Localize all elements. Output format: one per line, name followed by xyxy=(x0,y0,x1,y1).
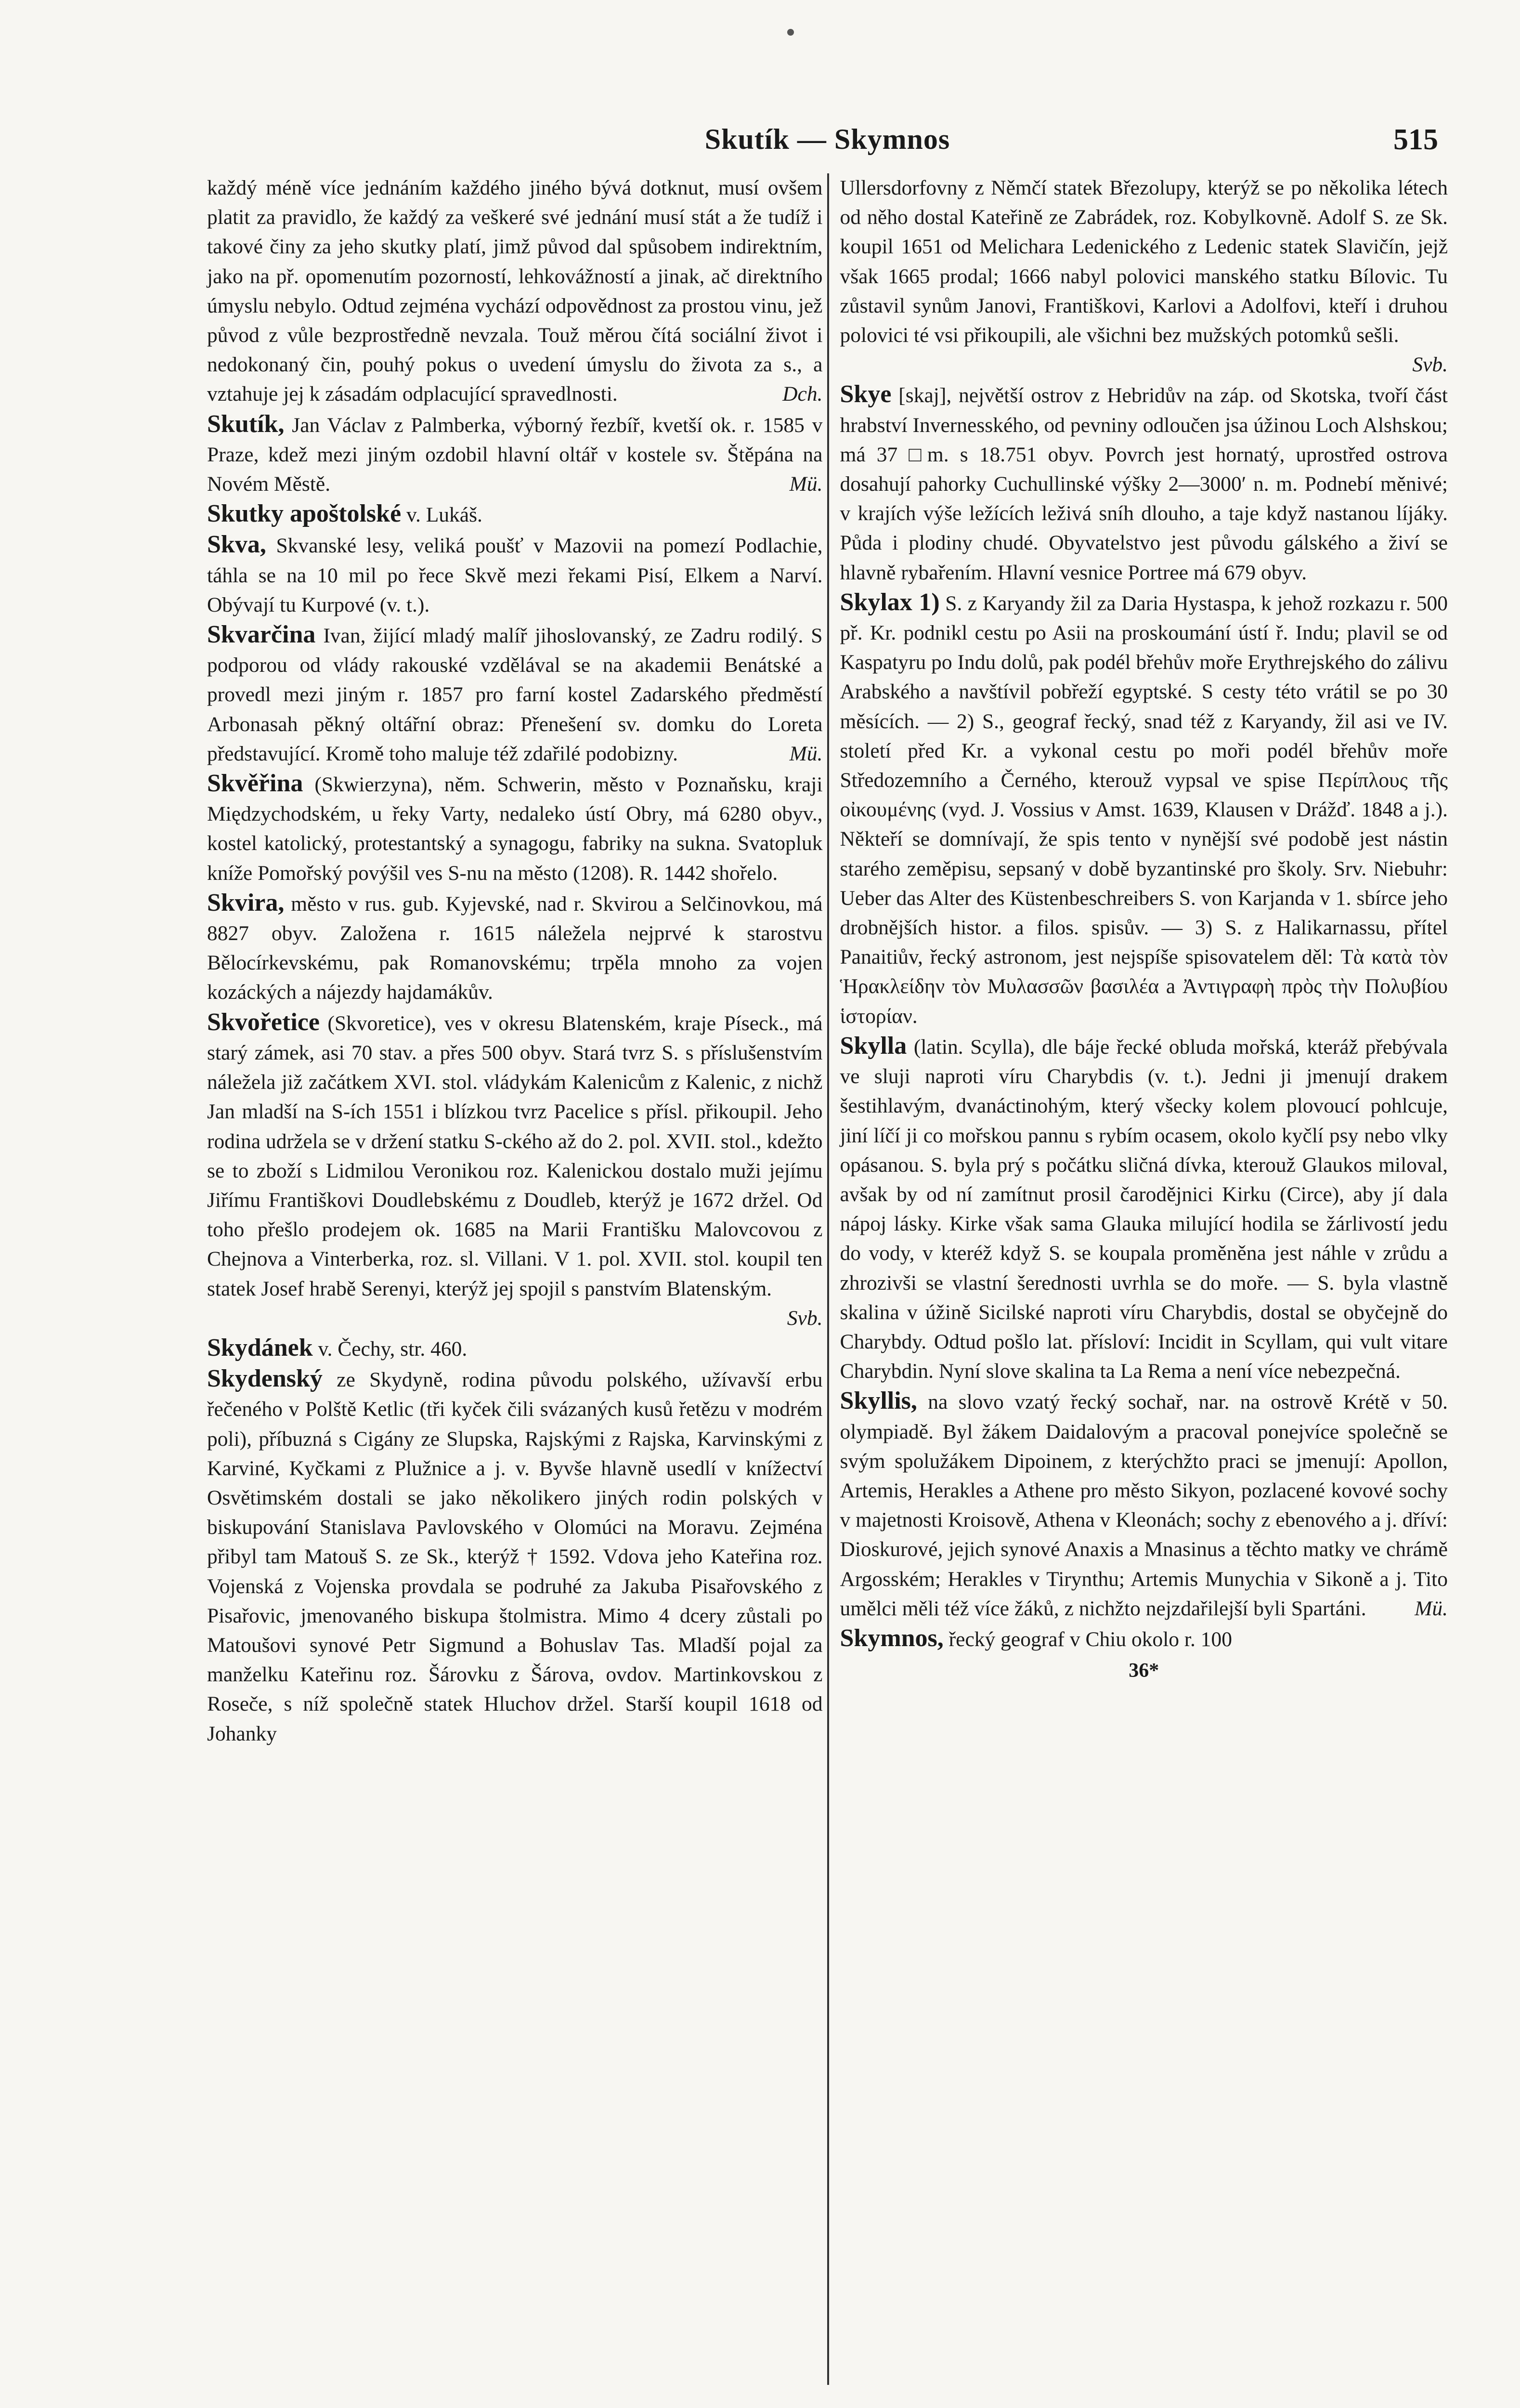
dictionary-entry xyxy=(207,888,822,1008)
running-head: Skutík — Skymnos xyxy=(704,123,950,155)
entry-headword: Skvira, xyxy=(207,889,285,916)
entry-headword: Skvarčina xyxy=(207,621,316,649)
entry-headword: Skutík, xyxy=(207,410,285,438)
entry-text: Ivan, žijící mladý malíř jihoslovanský, ze Zadru rodilý. S podporou od vlády rakouské vzdělával se na akademii Benátské a provedl mezi jiným r. 1857 pro farní kostel Zadarského předměstí Arbonasah pěkný oltářní obraz: Přenešení sv. domku do Loreta představující. Kromě toho maluje též zdařilé podobizny. xyxy=(207,624,823,765)
dictionary-entry xyxy=(207,620,822,769)
entry-headword: Skylax 1) xyxy=(840,588,940,616)
entry-text: Ullersdorfovny z Němčí statek Březolupy, kterýž se po několika létech od něho dostal Kateřině ze Zabrádek, roz. Kobylkovně. Adolf S. ze Sk. koupil 1651 od Melichara Ledenického z Ledenic statek Slavičín, jejž však 1665 prodal; 1666 nabyl polovici manského statku Bílovic. Tu zůstavil synům Janovi, Františkovi, Karlovi a Adolfovi, kteří i druhou polovici té vsi přikoupili, ale všichni bez mužských potomků sešli. xyxy=(840,176,1448,347)
entry-text: [skaj], největší ostrov z Hebridův na záp. od Skotska, tvoří část hrabství Invernesského, od pevniny odloučen jsa úžinou Loch Alshskou; má 37 □m. s 18.751 obyv. Povrch jest hornatý, uprostřed ostrova dosahují pahorky Cuchullinské výšky 2—3000′ n. m. Podnebí měnivé; v krajích výše ležících leživá sníh dlouho, a taje když nastanou líjáky. Půda i plodiny chudé. Obyvatelstvo jest původu gálského a živí se hlavně rybařením. Hlavní vesnice Portree má 679 obyv. xyxy=(840,384,1448,584)
entry-headword: Skymnos, xyxy=(840,1624,944,1652)
entry-headword: Skyllis, xyxy=(840,1387,917,1415)
entry-author: Svb. xyxy=(1412,353,1448,377)
entry-author: Mü. xyxy=(789,472,823,496)
entry-headword: Skye xyxy=(840,380,892,408)
entry-text: v. Lukáš. xyxy=(401,503,482,527)
entry-headword: Skva, xyxy=(207,531,266,559)
dictionary-entry xyxy=(840,1623,1448,1654)
dictionary-entry xyxy=(207,409,822,499)
right-column xyxy=(827,173,1448,2385)
entry-text: město v rus. gub. Kyjevské, nad r. Skvirou a Selčinovkou, má 8827 obyv. Založena r. 1615 náležela nejprvé k starostvu Bělocírkevskému, pak Romanovskému; trpěla mnoho za vojen kozáckých a nájezdy hajdamákův. xyxy=(207,892,823,1004)
entry-headword: Skylla xyxy=(840,1032,907,1060)
entry-headword: Skutky apoštolské xyxy=(207,500,402,528)
entry-headword: Skvěřina xyxy=(207,770,303,798)
entry-author: Mü. xyxy=(1415,1597,1448,1620)
entry-text: řecký geograf v Chiu okolo r. 100 xyxy=(943,1627,1233,1651)
dictionary-entry xyxy=(840,1386,1448,1623)
ink-dot xyxy=(787,29,794,36)
entry-text: S. z Karyandy žil za Daria Hystaspa, k jehož rozkazu r. 500 př. Kr. podnikl cestu po Asii na proskoumání ústí ř. Indu; plavil se od Kaspatyru po Indu dolů, pak podél břehův moře Erythrejského do zálivu Arabského a navštívil pobřeží egyptské. S cesty této vrátil se po 30 měsících. — 2) S., geograf řecký, snad též z Karyandy, žil asi ve IV. století před Kr. a vykonal cestu po moři podél břehův moře Středozemního a Černého, kterouž vypsal ve spise Περίπλους τῆς οἰκουμένης (vyd. J. Vossius v Amst. 1639, Klausen v Drážď. 1848 a j.). Někteří se domnívají, že spis tento v nynější své podobě jest nástin starého zeměpisu, sepsaný v době byzantinské pro školy. Srv. Niebuhr: Ueber das Alter des Küstenbeschreibers S. von Karjanda v 1. sbírce jeho drobnějších histor. a filos. spisův. — 3) S. z Halikarnassu, přítel Panaitiův, řecký astronom, jest nejspíše spisovatelem děl: Τὰ κατὰ τὸν Ἡρακλείδην τὸν Μυλασσῶν βασιλέα a Ἀντιγραφὴ πρὸς τὴν Πολυβίου ἱστορίαν. xyxy=(840,591,1448,1028)
entry-text: v. Čechy, str. 460. xyxy=(312,1337,468,1361)
two-column-body xyxy=(207,173,1448,2385)
entry-text: (Skvoretice), ves v okresu Blatenském, kraje Píseck., má starý zámek, asi 70 stav. a přes 500 obyv. Stará tvrz S. s příslušenstvím náležela již začátkem XVI. stol. vládykám Kalenicům z Kalenic, z nichž Jan mladší na S-ích 1551 i blízkou tvrz Pacelice s přísl. přikoupil. Jeho rodina udržela se v držení statku S-ckého až do 2. pol. XVII. stol., kdežto se to zboží s Lidmilou Veronikou roz. Kalenickou dostalo muži jejímu Jiřímu Františkovi Doudlebskému z Doudleb, kterýž je 1672 držel. Od toho přešlo prodejem ok. 1685 na Marii Františku Malovcovou z Chejnova a Vinterberka, roz. sl. Villani. V 1. pol. XVII. stol. koupil ten statek Josef hrabě Serenyi, kterýž jej spojil s panstvím Blatenským. xyxy=(207,1011,823,1300)
dictionary-entry xyxy=(840,588,1448,1031)
dictionary-entry xyxy=(207,1333,822,1364)
entry-text: (Skwierzyna), něm. Schwerin, město v Poznaňsku, kraji Międzychodském, u řeky Varty, nedaleko ústí Obry, má 6280 obyv., kostel katolický, protestantský a synagogu, fabriky na sukna. Svatopluk kníže Pomořský povýšil ves S-nu na město (1208). R. 1442 shořelo. xyxy=(207,773,823,885)
dictionary-entry xyxy=(207,530,822,620)
entry-author: Svb. xyxy=(787,1306,823,1330)
entry-headword: Skydenský xyxy=(207,1365,323,1393)
entry-text: ze Skydyně, rodina původu polského, užívavší erbu řečeného v Polště Ketlic (tři kyček čili svázaných kusů řetězu v modrém poli), příbuzná s Cigány ze Slupska, Rajskými z Rajska, Karvinskými z Karviné, Kyčkami z Plužnice a j. v. Byvše hlavně usedlí v knížectví Osvětimském dostali se jako několikero jiných rodin polských v biskupování Stanislava Pavlovského v Olomúci na Moravu. Zejména přibyl tam Matouš S. ze Sk., kterýž † 1592. Vdova jeho Kateřina roz. Vojenská z Vojenska provdala se podruhé za Jakuba Pisařovského z Pisařovic, jmenovaného biskupa štolmistra. Mimo 4 dcery zůstali po Matoušovi synové Petr Sigmund a Bohuslav Tas. Mladší pojal za manželku Kateřinu roz. Šárovku z Šárova, ovdov. Martinkovskou z Roseče, s níž společně statek Hluchov držel. Starší koupil 1618 od Johanky xyxy=(207,1368,823,1745)
entry-author: Mü. xyxy=(789,742,823,765)
entry-text: na slovo vzatý řecký sochař, nar. na ostrově Krétě v 50. olympiadě. Byl žákem Daidalovým a pracoval ponejvíce společně se svým spolužákem Dipoinem, z kterýchžto praci se jmenují: Apollon, Artemis, Herakles a Athene pro město Sikyon, pozlacené kovové sochy v majetnosti Kroisově, Athena v Kleonách; sochy z ebenového a j. dříví: Dioskurové, jejich synové Anaxis a Mnasinus a těchto matky ve chrámě Argosském; Herakles v Tirynthu; Artemis Munychia v Sikoně a j. Tito umělci měli též více žáků, z nichžto nejzdařilejší byli Spartáni. xyxy=(840,1390,1448,1620)
dictionary-entry xyxy=(840,173,1448,380)
entry-text: Skvanské lesy, veliká poušť v Mazovii na pomezí Podlachie, táhla se na 10 mil po řece Skvě mezi řekami Pisí, Elkem a Narví. Obývají tu Kurpové (v. t.). xyxy=(207,534,823,616)
entry-headword: Skydánek xyxy=(207,1334,313,1361)
signature-mark: 36* xyxy=(1129,1660,1159,1682)
dictionary-entry xyxy=(207,1008,822,1333)
entry-text: (latin. Scylla), dle báje řecké obluda mořská, kteráž přebývala ve sluji naproti víru Charybdis (v. t.). Jedni ji jmenují drakem šestihlavým, dvanáctinohým, který všecky kolem plovoucí pohlcuje, jiní líčí ji co mořskou pannu s rybím ocasem, okolo kyčlí psy nebo vlky opásanou. S. byla prý s počátku sličná dívka, kterouž Glaukos miloval, avšak by od ní zamítnut prosil čarodějnici Kirku (Circe), aby jí dala nápoj lásky. Kirke však sama Glauka milující hodila se žárlivostí jedu do vody, v kteréž když S. se koupala proměněna jest náhle v zrůdu a zhrozivši se vlastní šerednosti uvrhla se do moře. — S. byla vlastně skalina v úžině Sicilské naproti víru Charybdis, dostal se obyčejně do Charybdy. Odtud pošlo lat. přísloví: Incidit in Scyllam, qui vult vitare Charybdin. Nyní slove skalina ta La Rema a není více nebezpečná. xyxy=(840,1035,1448,1383)
dictionary-entry xyxy=(207,173,822,409)
page-header xyxy=(207,123,1448,161)
dictionary-entry xyxy=(840,380,1448,587)
entry-headword: Skvořetice xyxy=(207,1008,320,1036)
dictionary-entry xyxy=(207,769,822,888)
entry-text: každý méně více jednáním každého jiného bývá dotknut, musí ovšem platit za pravidlo, že každý za veškeré své jednání musí stát a že tudíž i takové činy za jeho skutky platí, jimž původ dal spůsobem indirektním, jako na př. opomenutím pozorností, lehkovážností a jinak, ač direktního úmyslu nebylo. Odtud zejména vychází odpovědnost za prostou vinu, jež původ z vůle bezprostředně nevzala. Touž měrou čítá sociální život i nedokonaný čin, pouhý pokus o uvedení úmyslu do života za s., a vztahuje jej k zásadám odplacující spravedlnosti. xyxy=(207,176,823,406)
entry-author: Dch. xyxy=(782,382,823,406)
dictionary-entry xyxy=(207,1364,822,1749)
left-column xyxy=(207,173,827,2385)
dictionary-entry xyxy=(207,499,822,530)
entry-text: Jan Václav z Palmberka, výborný řezbíř, kvetší ok. r. 1585 v Praze, kdež mezi jiným ozdobil hlavní oltář v kostele sv. Štěpána na Novém Městě. xyxy=(207,413,823,496)
dictionary-entry xyxy=(840,1031,1448,1386)
page-number: 515 xyxy=(1393,123,1438,156)
